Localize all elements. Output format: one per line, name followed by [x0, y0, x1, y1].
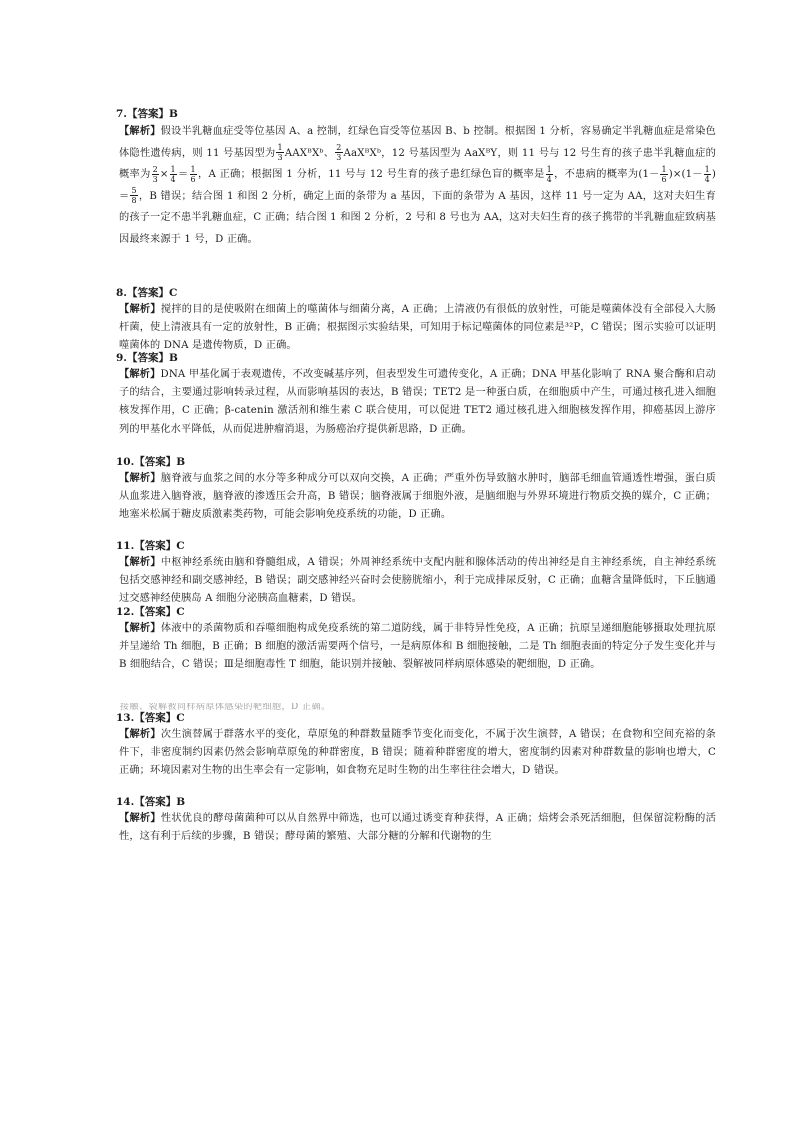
- explanation-text: DNA 甲基化属于表观遗传，不改变碱基序列，但表型发生可遗传变化，A 正确；DNA 甲基化影响了 RNA 聚合酶和启动子的结合，主要通过影响转录过程，从而影响基因的表达，B 错误；TET2 是一种蛋白质，在细胞质中产生，可通过核孔进入细胞核发挥作用，C 正确；β-catenin 激活剂和维生素 C 联合使用，可以促进 TET2 通过核孔进入细胞核发挥作用，抑癌基因上游序列的甲基化水平降低，从而促进肿瘤消退，为肠癌治疗提供新思路，D 正确。: [119, 369, 716, 435]
- explanation-text: 中枢神经系统由脑和脊髓组成，A 错误；外周神经系统中支配内脏和腺体活动的传出神经是自主神经系统，自主神经系统包括交感神经和副交感神经，B 错误；副交感神经兴奋时会使膀胱缩小，利于完成排尿反射，C 正确；血糖含量降低时，下丘脑通过交感神经使胰岛 A 细胞分泌胰高血糖素，D 错误。: [119, 557, 716, 605]
- question-10: [116, 456, 716, 525]
- explanation: [119, 469, 716, 525]
- answer-label: 10.【答案】B: [116, 456, 186, 468]
- explanation-text: )＝: [119, 169, 716, 202]
- explanation: [119, 725, 716, 781]
- question-12: [116, 606, 716, 675]
- explanation-text: 搅拌的目的是使吸附在细菌上的噬菌体与细菌分离，A 正确；上清液仍有很低的放射性，可能是噬菌体没有全部侵入大肠杆菌，使上清液具有一定的放射性，B 正确；根据图示实验结果，可知用于标记噬菌体的同位素是³²P，C 错误；图示实验可以证明噬菌体的 DNA 是遗传物质，D 正确。: [119, 304, 716, 352]
- explanation-tag: 【解析】: [119, 368, 161, 380]
- fraction: $\frac{1}{4}$: [170, 164, 176, 184]
- genotype-text: AAXᴮXᵇ、: [284, 147, 335, 159]
- explanation-tag: 【解析】: [119, 125, 161, 137]
- explanation-text: 脑脊液与血浆之间的水分等多种成分可以双向交换，A 正确；严重外伤导致脑水肿时，脑部毛细血管通透性增强，蛋白质从血浆进入脑脊液，脑脊液的渗透压会升高，B 错误；脑脊液属于细胞外液，是脑细胞与外界环境进行物质交换的媒介，C 正确；地塞米松属于糖皮质激素类药物，可能会影响免疫系统的功能，D 正确。: [119, 473, 716, 521]
- answer-label: 12.【答案】C: [116, 606, 185, 618]
- question-13: [116, 712, 716, 781]
- explanation-tag: 【解析】: [119, 622, 161, 634]
- explanation: [119, 121, 716, 250]
- answer-label: 8.【答案】C: [116, 287, 178, 299]
- fraction: $\frac{2}{3}$: [152, 164, 158, 184]
- genotype-text: AaXᴮXᵇ，12 号基因型为 AaXᴮY，则 11 号与 12 号生育的孩子患半乳糖血症的概率为: [119, 147, 716, 180]
- ghost-text-line: 接触、裂解被同样病原体感染的靶细胞，D 正确。: [120, 703, 331, 711]
- answer-label: 9.【答案】B: [116, 352, 178, 364]
- explanation-tag: 【解析】: [119, 556, 161, 568]
- explanation-text: 假设半乳糖血症受等位基因 A、a 控制，红绿色盲受等位基因 B、b 控制。根据图 1 分析，容易确定半乳糖血症是常染色体隐性遗传病，则 11 号基因型为: [119, 126, 716, 159]
- fraction: $\frac{1}{6}$: [190, 164, 196, 184]
- explanation: [119, 300, 716, 356]
- explanation: [119, 809, 716, 846]
- explanation-text: 性状优良的酵母菌菌种可以从自然界中筛选，也可以通过诱变育种获得，A 正确；焙烤会杀死活细胞，但保留淀粉酶的活性，这有利于后续的步骤，B 错误；酵母菌的繁殖、大部分糖的分解和代谢物的生: [119, 813, 716, 843]
- explanation: [119, 553, 716, 609]
- operator: ＝: [177, 169, 189, 180]
- question-11: [116, 540, 716, 609]
- question-9: [116, 352, 716, 439]
- answer-label: 7.【答案】B: [116, 108, 178, 120]
- explanation: [119, 365, 716, 439]
- fraction: $\frac{1}{6}$: [661, 164, 667, 184]
- explanation-text: 次生演替属于群落水平的变化，草原兔的种群数量随季节变化而变化，不属于次生演替，A 错误；在食物和空间充裕的条件下，非密度制约因素仍然会影响草原兔的种群密度，B 错误；随着种群密度的增大，密度制约因素对种群数量的影响也增大，C 正确；环境因素对生物的出生率会有一定影响，如食物充足时生物的出生率往往会增大，D 错误。: [119, 729, 716, 777]
- explanation-text: ，A 正确；根据图 1 分析，11 号与 12 号生育的孩子患红绿色盲的概率是: [197, 169, 545, 180]
- answer-label: 13.【答案】C: [116, 712, 185, 724]
- explanation-tag: 【解析】: [119, 303, 161, 315]
- question-14: [116, 796, 716, 846]
- question-8: [116, 287, 716, 356]
- explanation-text: 体液中的杀菌物质和吞噬细胞构成免疫系统的第二道防线，属于非特异性免疫，A 正确；抗原呈递细胞能够摄取处理抗原并呈递给 Th 细胞，B 正确；B 细胞的激活需要两个信号，一是病原体和 B 细胞接触，二是 Th 细胞表面的特定分子发生变化并与 B 细胞结合，C 错误；Ⅲ是细胞毒性 T 细胞，能识别并接触、裂解被同样病原体感染的靶细胞，D 正确。: [119, 623, 716, 671]
- fraction: $\frac{1}{4}$: [546, 164, 552, 184]
- fraction: $\frac{2}{3}$: [336, 143, 342, 162]
- explanation-tag: 【解析】: [119, 728, 161, 740]
- explanation-text: ，B 错误；结合图 1 和图 2 分析，确定上面的条带为 a 基因，下面的条带为 A 基因，这样 11 号一定为 AA，这对夫妇生育的孩子一定不患半乳糖血症，C 正确；结合图 1 和图 2 分析，2 号和 8 号也为 AA，这对夫妇生育的孩子携带的半乳糖血症致病基因最终来源于 1 号，D 正确。: [119, 190, 716, 245]
- explanation-text: )×(1－: [668, 169, 703, 180]
- answer-label: 14.【答案】B: [116, 796, 186, 808]
- question-7: [116, 108, 716, 250]
- fraction: $\frac{5}{8}$: [131, 186, 137, 205]
- fraction: $\frac{1}{3}$: [277, 143, 283, 162]
- answer-label: 11.【答案】C: [116, 540, 185, 552]
- operator: ×: [159, 169, 169, 180]
- explanation-tag: 【解析】: [119, 472, 161, 484]
- explanation-tag: 【解析】: [119, 812, 161, 824]
- fraction: $\frac{1}{4}$: [704, 164, 710, 184]
- explanation: [119, 619, 716, 675]
- explanation-text: ，不患病的概率为(1－: [553, 169, 660, 180]
